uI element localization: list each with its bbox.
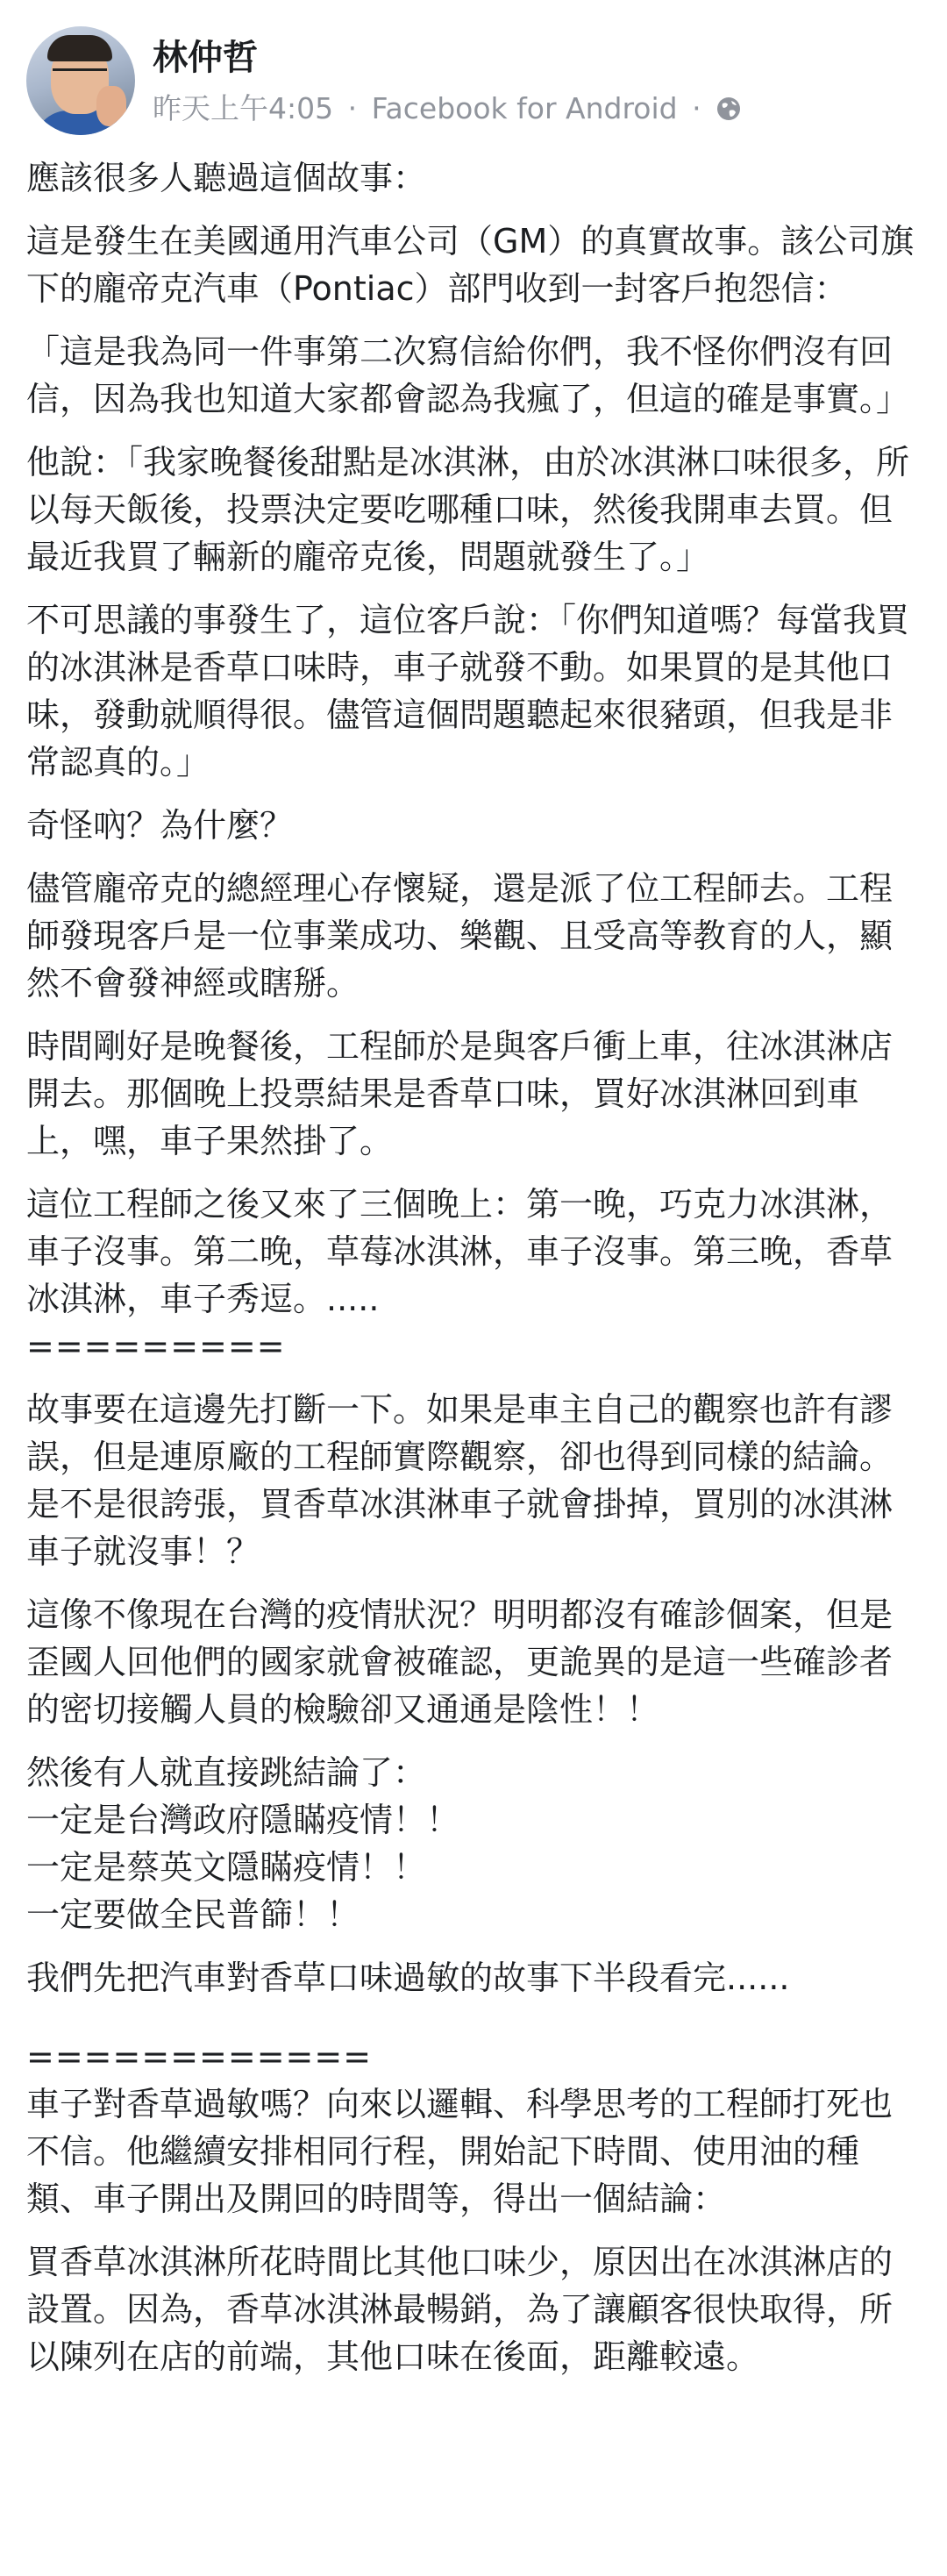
avatar-hair — [47, 35, 112, 61]
post-paragraph: 然後有人就直接跳結論了： — [26, 1753, 427, 1792]
meta-separator: · — [347, 91, 358, 125]
author-name[interactable]: 林仲哲 — [153, 38, 258, 78]
post-paragraph: 不可思議的事發生了，這位客戶說：「你們知道嗎？每當我買的冰淇淋是香草口味時，車子就發不動。如果買的是其他口味，發動就順得很。儘管這個問題聽起來很豬頭，但我是非常認真的。」 — [26, 601, 910, 781]
post-body — [26, 154, 921, 2396]
section-divider: ============ — [26, 2037, 373, 2076]
post-paragraph: 這像不像現在台灣的疫情狀況？明明都沒有確診個案，但是歪國人回他們的國家就會被確認，更詭異的是這一些確診者的密切接觸人員的檢驗卻又通通是陰性！！ — [26, 1595, 894, 1729]
post-paragraph: 他說：「我家晚餐後甜點是冰淇淋，由於冰淇淋口味很多，所以每天飯後，投票決定要吃哪種口味，然後我開車去買。但最近我買了輛新的龐帝克後，問題就發生了。」 — [26, 443, 910, 576]
post-timestamp[interactable]: 昨天上午4:05 — [153, 91, 334, 125]
post-paragraph: 應該很多人聽過這個故事： — [26, 159, 427, 197]
post-paragraph: 一定是蔡英文隱瞞疫情！！ — [26, 1848, 427, 1887]
meta-separator: · — [692, 91, 701, 125]
post-paragraph: 車子對香草過敏嗎？向來以邏輯、科學思考的工程師打死也不信。他繼續安排相同行程，開始記下時間、使用油的種類、車子開出及開回的時間等，得出一個結論： — [26, 2085, 894, 2218]
post-paragraph: 買香草冰淇淋所花時間比其他口味少，原因出在冰淇淋店的設置。因為，香草冰淇淋最暢銷，為了讓顧客很快取得，所以陳列在店的前端，其他口味在後面，距離較遠。 — [26, 2243, 894, 2376]
globe-icon[interactable] — [716, 95, 742, 129]
post-paragraph: 「這是我為同一件事第二次寫信給你們，我不怪你們沒有回信，因為我也知道大家都會認為我瘋了，但這的確是事實。」 — [26, 332, 910, 418]
post-meta — [153, 86, 742, 129]
post-paragraph: 一定是台灣政府隱瞞疫情！！ — [26, 1801, 460, 1839]
post-paragraph: 這是發生在美國通用汽車公司（GM）的真實故事。該公司旗下的龐帝克汽車（Pontiac）部門收到一封客戶抱怨信： — [26, 222, 915, 308]
post-header — [26, 26, 921, 140]
post-paragraph: 這位工程師之後又來了三個晚上：第一晚，巧克力冰淇淋，車子沒事。第二晚，草莓冰淇淋，車子沒事。第三晚，香草冰淇淋，車子秀逗。..... — [26, 1185, 894, 1318]
avatar-glasses — [53, 68, 107, 85]
post-paragraph: 我們先把汽車對香草口味過敏的故事下半段看完...... — [26, 1959, 790, 1997]
post-source: Facebook for Android — [371, 91, 678, 125]
post-paragraph: 奇怪吶？為什麼？ — [26, 806, 294, 845]
post-paragraph: 故事要在這邊先打斷一下。如果是車主自己的觀察也許有謬誤，但是連原廠的工程師實際觀察，卻也得到同樣的結論。是不是很誇張，買香草冰淇淋車子就會掛掉，買別的冰淇淋車子就沒事！？ — [26, 1390, 894, 1571]
author-avatar[interactable] — [26, 26, 135, 135]
section-divider: ========= — [26, 1327, 286, 1366]
post-paragraph: 儘管龐帝克的總經理心存懷疑，還是派了位工程師去。工程師發現客戶是一位事業成功、樂觀、且受高等教育的人，顯然不會發神經或瞎掰。 — [26, 869, 894, 1003]
post-paragraph: 一定要做全民普篩！！ — [26, 1895, 360, 1934]
post-paragraph: 時間剛好是晚餐後，工程師於是與客戶衝上車，往冰淇淋店開去。那個晚上投票結果是香草口味，買好冰淇淋回到車上，嘿，車子果然掛了。 — [26, 1027, 894, 1160]
avatar-hand — [96, 86, 126, 126]
